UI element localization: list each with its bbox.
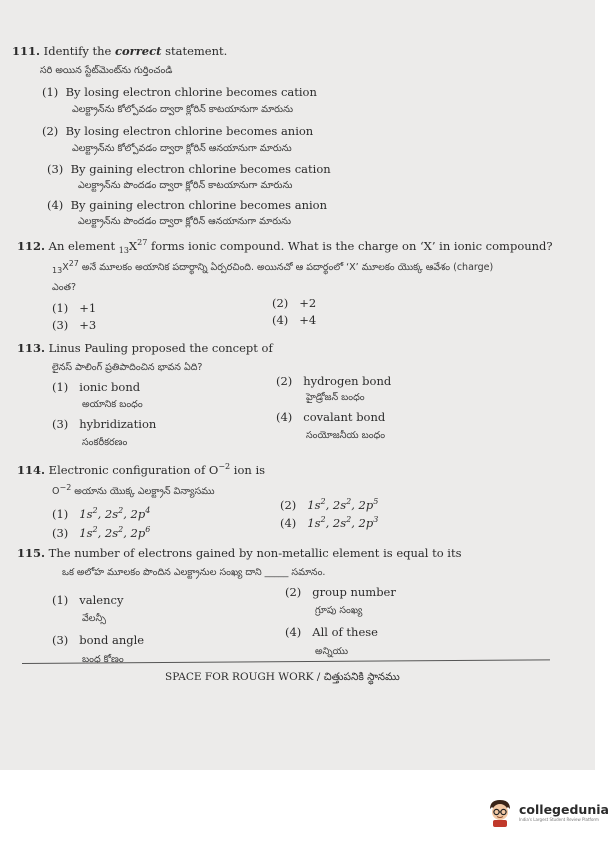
ion-charge: −2 [218,462,231,471]
option-text: By gaining electron chlorine becomes cation [70,162,331,176]
element-symbol: X [128,238,138,253]
option-1: (1) valency [52,593,124,607]
option-1: (1) $1s^2$, $2s^2$, $2p^4$ [52,506,151,521]
question-telugu: లైనస్ పాలింగ్ ప్రతిపాదించిన భావన ఏది? [52,362,203,373]
option-3: (3) $1s^2$, $2s^2$, $2p^6$ [52,525,151,540]
question-text-end: statement. [161,44,228,58]
question-number: 111. [12,44,41,58]
option-4 [47,198,327,212]
rough-work-footer: SPACE FOR ROUGH WORK / చిత్తుపనికి స్థానము [165,671,400,683]
logo-text: collegedunia [519,802,609,817]
question-text: Electronic configuration of O [48,462,219,477]
option-2: (2) $1s^2$, $2s^2$, $2p^5$ [280,497,379,512]
option-2: (2) +2 [272,296,317,310]
option-3-telugu: బంధ కోణం [82,654,124,665]
option-1: (1) +1 [52,301,97,315]
question-113 [17,341,273,355]
option-1-telugu: వేలన్సీ [82,613,106,624]
option-number: (3) [47,162,64,176]
question-114: 114. Electronic configuration of $O^{-2}$ ion is [17,462,266,477]
question-telugu: సరి అయిన స్టేట్‌మెంట్‌ను గుర్తించండి [40,65,173,76]
option-text: By losing electron chlorine becomes anion [65,124,314,138]
option-4: (4) $1s^2$, $2s^2$, $2p^3$ [280,515,379,530]
option-number: (4) [47,198,64,212]
option-1: (1) ionic bond [52,380,141,394]
question-telugu: $_{13}X^{27}$ అనే మూలకం అయానిక పదార్థాన్ని ఏర్పరచింది. అయినచో ఆ పదార్థంలో ‘X’ మూలకం యొక్క ఆవేశం (charge) [52,259,494,276]
question-112 [17,238,553,255]
option-2: (2) hydrogen bond [276,374,392,388]
question-115 [17,546,461,560]
option-text: By gaining electron chlorine becomes anion [70,198,328,212]
option-3-telugu: ఎలక్ట్రాన్‌ను పొందడం ద్వారా క్లోరిన్ కాటయానుగా మారును [78,180,293,191]
option-4-telugu: సంయోజనీయ బంధం [306,430,386,441]
option-3: (3) +3 [52,318,97,332]
option-number: (2) [42,124,59,138]
question-111 [12,44,227,58]
option-3-telugu: సంకరీకరణం [82,437,128,448]
question-telugu: ఒక అలోహ మూలకం పొందిన ఎలక్ట్రానుల సంఖ్య దాని _____ సమానం. [62,567,326,578]
option-4-telugu: అన్నియు [315,646,349,657]
question-text: Identify the [43,44,115,58]
option-number: (1) [42,85,59,99]
logo-tagline: India's Largest Student Review Platform [519,817,599,822]
question-emphasis: correct [115,44,162,58]
mass-number: 27 [137,238,148,247]
question-text-end: forms ionic compound. What is the charge on ‘X’ in ionic compound? [147,238,553,253]
question-text: Linus Pauling proposed the concept of [48,341,273,355]
option-1 [42,85,317,99]
question-telugu-line2: ఎంత? [52,282,77,293]
option-2 [42,124,313,138]
option-3: (3) hybridization [52,417,157,431]
option-3 [47,162,331,176]
option-4: (4) +4 [272,313,317,327]
question-number: 114. [17,462,46,477]
question-text: The number of electrons gained by non-metallic element is equal to its [48,546,462,560]
option-2: (2) group number [285,585,396,599]
question-number: 113. [17,341,46,355]
question-number: 112. [17,238,46,253]
question-telugu: $O^{-2}$ అయాను యొక్క ఎలక్ట్రాన్ విన్యాసము [52,483,215,498]
option-4: (4) All of these [285,625,378,639]
option-4-telugu: ఎలక్ట్రాన్‌ను పొందడం ద్వారా క్లోరిన్ ఆనయానుగా మారును [78,216,292,227]
question-number: 115. [17,546,46,560]
option-4: (4) covalant bond [276,410,386,424]
option-2-telugu: ఎలక్ట్రాన్‌ను కోల్పోవడం ద్వారా క్లోరిన్ ఆనయానుగా మారును [72,143,292,154]
mascot-icon [486,797,514,827]
option-2-telugu: గ్రూపు సంఖ్య [315,605,363,616]
option-1-telugu: అయానిక బంధం [82,399,143,410]
question-text: An element [48,238,119,253]
option-2-telugu: హైడ్రోజన్ బంధం [306,392,365,403]
collegedunia-logo [486,797,609,827]
option-text: By losing electron chlorine becomes cation [65,85,317,99]
option-3: (3) bond angle [52,633,145,647]
option-1-telugu: ఎలక్ట్రాన్‌ను కోల్పోవడం ద్వారా క్లోరిన్ కాటయానుగా మారును [72,104,294,115]
atomic-number: 13 [118,246,129,256]
